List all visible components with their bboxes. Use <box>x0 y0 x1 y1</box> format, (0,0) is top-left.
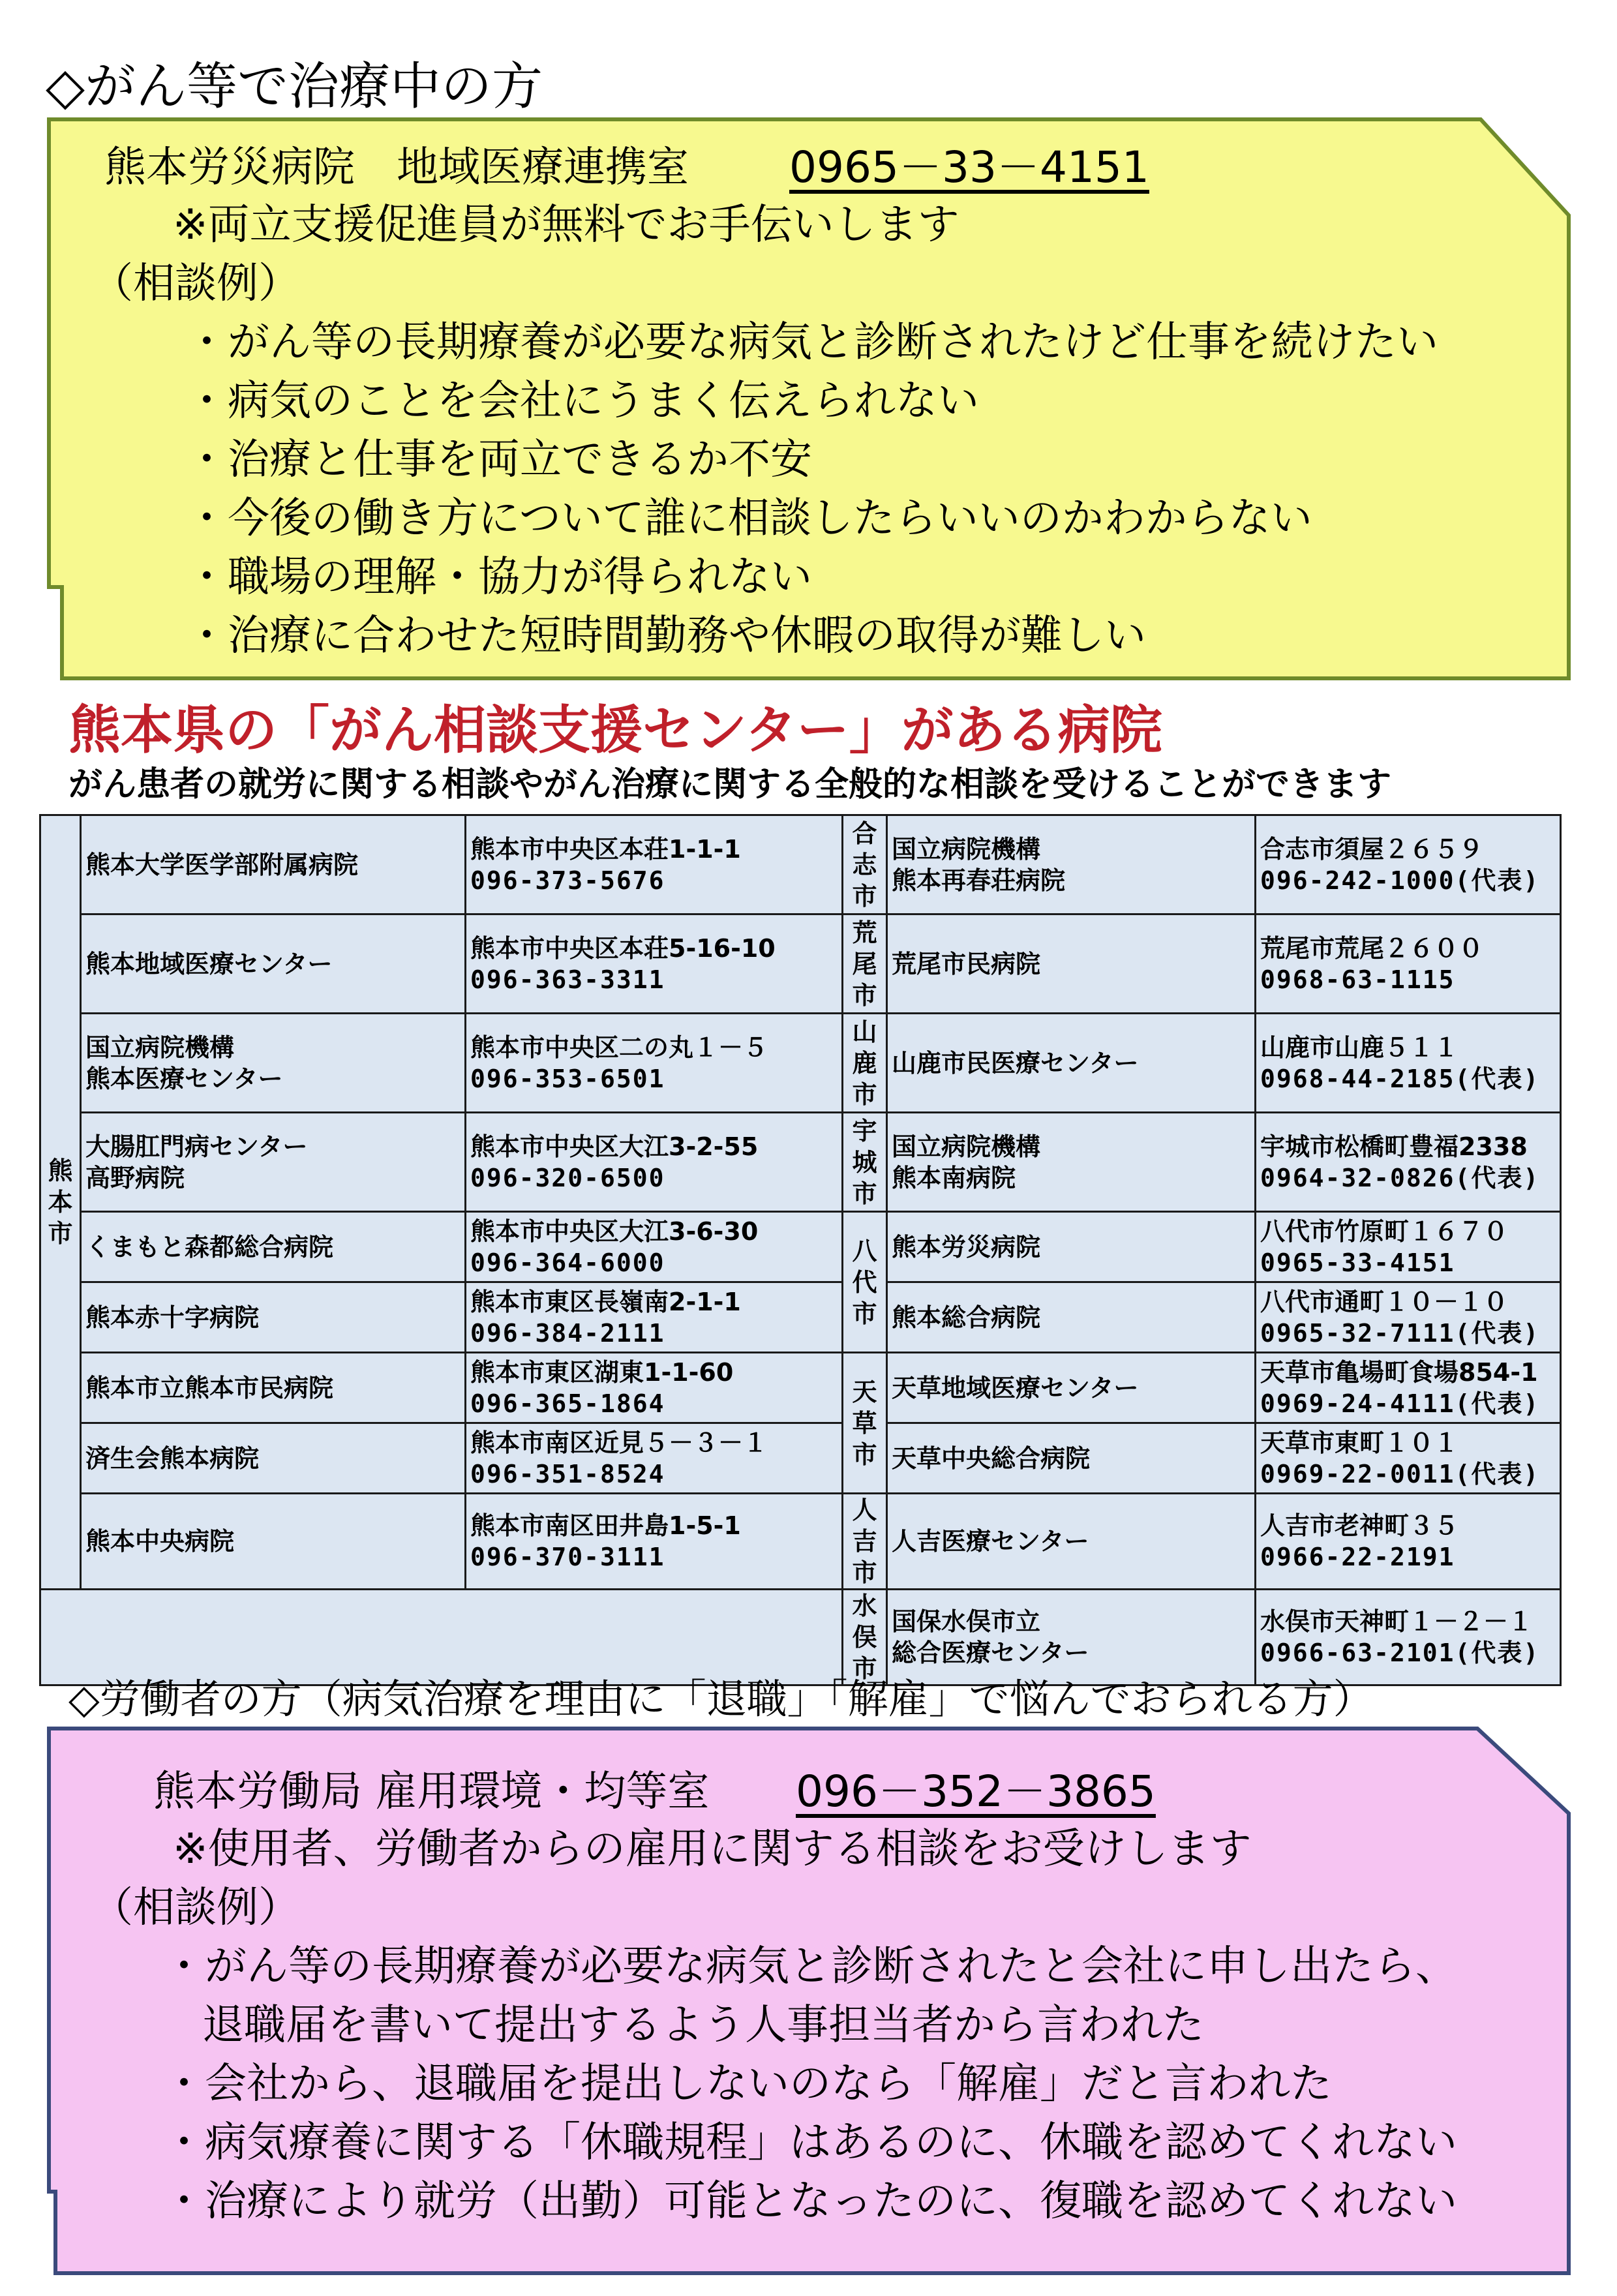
hospital-name: 国立病院機構 熊本再春荘病院 <box>887 815 1256 914</box>
area-cell: 合志市 <box>843 815 887 914</box>
hospital-address: 八代市竹原町１６７０ 0965-33-4151 <box>1256 1212 1561 1282</box>
section1-org: 熊本労災病院 地域医療連携室 <box>104 144 689 192</box>
section3-examples-label: （相談例） <box>91 1884 300 1932</box>
area-cell: 天草市 <box>843 1353 887 1494</box>
hospital-address: 荒尾市荒尾２６００ 0968-63-1115 <box>1256 914 1561 1014</box>
hospital-address: 人吉市老神町３５ 0966-22-2191 <box>1256 1494 1561 1590</box>
section1-example: ・治療と仕事を両立できるか不安 <box>186 436 812 484</box>
area-cell: 八代市 <box>843 1212 887 1353</box>
table-row <box>40 914 1561 1014</box>
section3-note: ※使用者、労働者からの雇用に関する相談をお受けします <box>173 1825 1252 1873</box>
table-row <box>40 1353 1561 1423</box>
section3-org: 熊本労働局 雇用環境・均等室 <box>153 1768 710 1816</box>
section3-heading: ◇労働者の方（病気治療を理由に「退職」「解雇」で悩んでおられる方） <box>68 1675 1374 1723</box>
table-row <box>40 1423 1561 1494</box>
section3-example: ・病気療養に関する「休職規程」はあるのに、休職を認めてくれない <box>163 2119 1457 2167</box>
hospital-address: 八代市通町１０－１０ 0965-32-7111(代表) <box>1256 1282 1561 1353</box>
hospital-address: 熊本市南区近見５－３－１ 096-351-8524 <box>466 1423 843 1494</box>
table-row <box>40 1014 1561 1113</box>
table-row <box>40 1113 1561 1212</box>
hospital-address: 水俣市天神町１－２－１ 0966-63-2101(代表) <box>1256 1590 1561 1685</box>
hospital-table <box>39 814 1562 1686</box>
section1-example: ・今後の働き方について誰に相談したらいいのかわからない <box>186 494 1312 543</box>
section3-example: ・会社から、退職届を提出しないのなら「解雇」だと言われた <box>163 2060 1332 2108</box>
section1-note: ※両立支援促進員が無料でお手伝いします <box>173 201 960 249</box>
hospital-name: 熊本労災病院 <box>887 1212 1256 1282</box>
hospital-name: 熊本赤十字病院 <box>81 1282 466 1353</box>
section1-examples-label: （相談例） <box>91 260 300 308</box>
hospital-name: 国立病院機構 熊本医療センター <box>81 1014 466 1113</box>
hospital-address: 熊本市中央区本荘1-1-1 096-373-5676 <box>466 815 843 914</box>
hospital-address: 熊本市中央区大江3-6-30 096-364-6000 <box>466 1212 843 1282</box>
hospital-address: 熊本市東区長嶺南2-1-1 096-384-2111 <box>466 1282 843 1353</box>
table-row <box>40 1494 1561 1590</box>
section3-phone[interactable]: 096－352－3865 <box>796 1766 1156 1817</box>
hospital-address: 熊本市中央区二の丸１－５ 096-353-6501 <box>466 1014 843 1113</box>
section1-example: ・がん等の長期療養が必要な病気と診断されたけど仕事を続けたい <box>186 318 1438 367</box>
hospital-address: 熊本市南区田井島1-5-1 096-370-3111 <box>466 1494 843 1590</box>
area-cell: 山鹿市 <box>843 1014 887 1113</box>
area-cell: 人吉市 <box>843 1494 887 1590</box>
section1-example: ・職場の理解・協力が得られない <box>186 553 812 601</box>
section3-example: ・治療により就労（出勤）可能となったのに、復職を認めてくれない <box>163 2177 1457 2226</box>
hospital-name: 荒尾市民病院 <box>887 914 1256 1014</box>
hospital-address: 天草市東町１０１ 0969-22-0011(代表) <box>1256 1423 1561 1494</box>
section3-example: ・がん等の長期療養が必要な病気と診断されたと会社に申し出たら、 <box>163 1942 1457 1991</box>
area-cell: 熊本市 <box>40 815 81 1590</box>
section1-heading: ◇がん等で治療中の方 <box>46 57 543 116</box>
hospital-name: 天草地域医療センター <box>887 1353 1256 1423</box>
table-row <box>40 1282 1561 1353</box>
hospital-name: くまもと森都総合病院 <box>81 1212 466 1282</box>
hospital-list-subtitle: がん患者の就労に関する相談やがん治療に関する全般的な相談を受けることができます <box>68 765 1392 804</box>
hospital-address: 宇城市松橋町豊福2338 0964-32-0826(代表) <box>1256 1113 1561 1212</box>
hospital-name: 人吉医療センター <box>887 1494 1256 1590</box>
section1-phone[interactable]: 0965－33－4151 <box>789 142 1149 192</box>
area-cell: 荒尾市 <box>843 914 887 1014</box>
section3-example: 退職届を書いて提出するよう人事担当者から言われた <box>202 2001 1204 2049</box>
hospital-name: 国立病院機構 熊本南病院 <box>887 1113 1256 1212</box>
section1-example: ・病気のことを会社にうまく伝えられない <box>186 377 979 425</box>
table-row <box>40 815 1561 914</box>
section1-example: ・治療に合わせた短時間勤務や休暇の取得が難しい <box>186 612 1146 660</box>
hospital-address: 山鹿市山鹿５１１ 0968-44-2185(代表) <box>1256 1014 1561 1113</box>
hospital-address: 熊本市東区湖東1-1-60 096-365-1864 <box>466 1353 843 1423</box>
hospital-name: 天草中央総合病院 <box>887 1423 1256 1494</box>
hospital-list-title: 熊本県の「がん相談支援センター」がある病院 <box>68 700 1162 761</box>
hospital-name: 熊本地域医療センター <box>81 914 466 1014</box>
area-cell: 水俣市 <box>843 1590 887 1685</box>
hospital-name: 熊本市立熊本市民病院 <box>81 1353 466 1423</box>
hospital-address: 合志市須屋２６５９ 096-242-1000(代表) <box>1256 815 1561 914</box>
hospital-name: 国保水俣市立 総合医療センター <box>887 1590 1256 1685</box>
hospital-address: 熊本市中央区本荘5-16-10 096-363-3311 <box>466 914 843 1014</box>
hospital-name: 熊本中央病院 <box>81 1494 466 1590</box>
hospital-name: 大腸肛門病センター 高野病院 <box>81 1113 466 1212</box>
hospital-address: 熊本市中央区大江3-2-55 096-320-6500 <box>466 1113 843 1212</box>
hospital-address: 天草市亀場町食場854-1 0969-24-4111(代表) <box>1256 1353 1561 1423</box>
area-cell: 宇城市 <box>843 1113 887 1212</box>
hospital-name: 熊本総合病院 <box>887 1282 1256 1353</box>
table-row <box>40 1212 1561 1282</box>
hospital-name: 熊本大学医学部附属病院 <box>81 815 466 914</box>
hospital-name: 山鹿市民医療センター <box>887 1014 1256 1113</box>
hospital-name: 済生会熊本病院 <box>81 1423 466 1494</box>
